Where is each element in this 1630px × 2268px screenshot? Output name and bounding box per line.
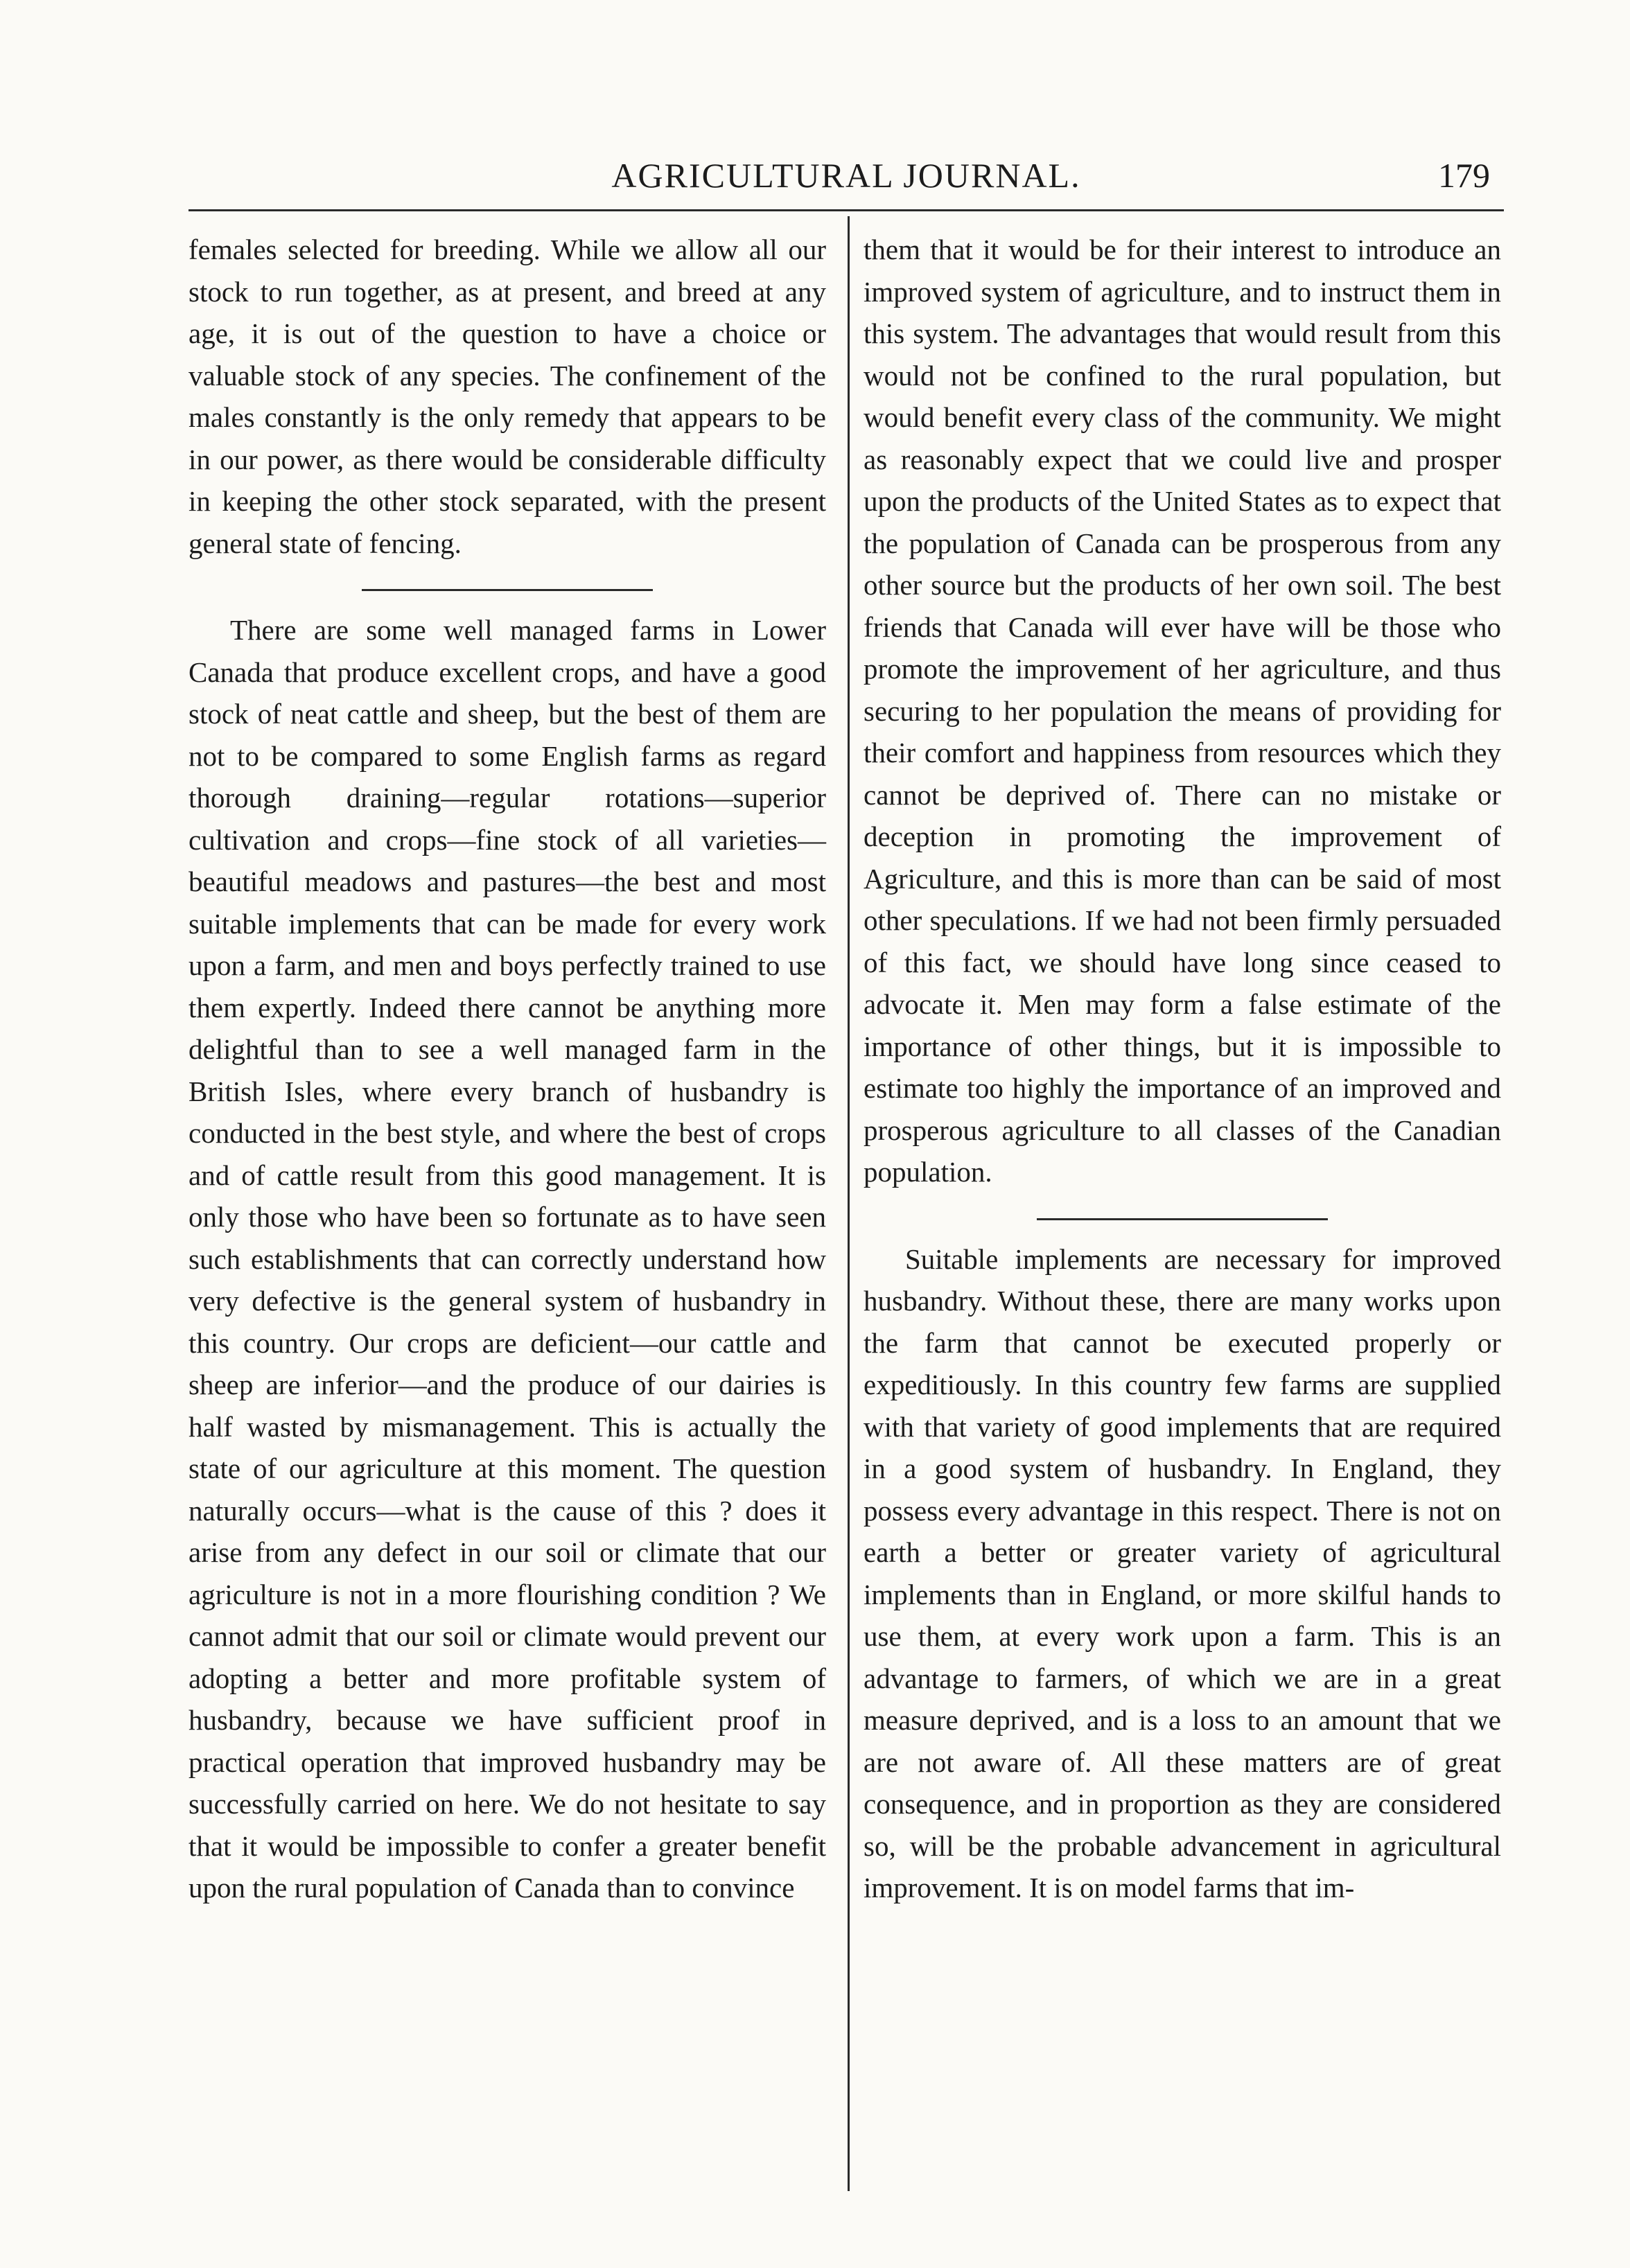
right-column [864,229,1501,1909]
section-separator [1037,1218,1328,1220]
paragraph: Suitable implements are necessary for improved husbandry. Without these, there are many works upon the farm that cannot be executed properly or expeditiously. In this country few farms are supplied with that variety of good implements that are required in a good system of husbandry. In England, they possess every advantage in this respect. There is not on earth a better or greater variety of agricultural implements than in England, or more skilful hands to use them, at every work upon a farm. This is an advantage to farmers, of which we are in a great measure deprived, and is a loss to an amount that we are not aware of. All these matters are of great consequence, and in proportion as they are considered so, will be the probable advancement in agricultural improvement. It is on model farms that im- [864,1242,1501,1904]
running-title: AGRICULTURAL JOURNAL. [611,156,1081,195]
paragraph: them that it would be for their interest to introduce an improved system of agriculture, and to instruct them in this system. The advantages that would result from this would not be confined to the rural population, but would benefit every class of the community. We might as reasonably expect that we could live and prosper upon the products of the United States as to expect that the population of Canada can be prosperous from any other source but the products of her own soil. The best friends that Canada will ever have will be those who promote the improvement of her agriculture, and thus securing to her population the means of providing for their comfort and happiness from resources which they cannot be deprived of. There can no mistake or deception in promoting the improvement of Agriculture, and this is more than can be said of most other speculations. If we had not been firmly persuaded of this fact, we should have long since ceased to advocate it. Men may form a false estimate of the importance of other things, but it is impossible to estimate too highly the importance of an improved and prosperous agriculture to all classes of the Canadian population. [864,234,1501,1188]
running-header [189,155,1504,204]
header-rule [189,209,1504,211]
column-divider [848,216,850,2191]
left-column [189,229,826,1909]
paragraph: There are some well managed farms in Lower Canada that produce excellent crops, and have a good stock of neat cattle and sheep, but the best of them are not to be compared to some English farms as regard thorough draining—regular rotations—superior cultivation and crops—fine stock of all varieties—beautiful meadows and pastures—the best and most suitable implements that can be made for every work upon a farm, and men and boys perfectly trained to use them expertly. Indeed there cannot be anything more delightful than to see a well managed farm in the British Isles, where every branch of husbandry is conducted in the best style, and where the best of crops and of cattle result from this good management. It is only those who have been so fortunate as to have seen such establishments that can correctly understand how very defective is the general system of husbandry in this country. Our crops are deficient—our cattle and sheep are inferior—and the produce of our dairies is half wasted by mismanagement. This is actually the state of our agriculture at this moment. The question naturally occurs—what is the cause of this ? does it arise from any defect in our soil or climate that our agriculture is not in a more flourishing condition ? We cannot admit that our soil or climate would prevent our adopting a better and more profitable system of husbandry, because we have sufficient proof in practical operation that improved husbandry may be successfully carried on here. We do not hesitate to say that it would be impossible to confer a greater benefit upon the rural population of Canada than to convince [189,614,826,1904]
paragraph: females selected for breeding. While we allow all our stock to run together, as at present, and breed at any age, it is out of the question to have a choice or valuable stock of any species. The confinement of the males constantly is the only remedy that appears to be in our power, as there would be considerable difficulty in keeping the other stock separated, with the present general state of fencing. [189,234,826,559]
page-number: 179 [1438,156,1490,195]
section-separator [362,589,653,591]
